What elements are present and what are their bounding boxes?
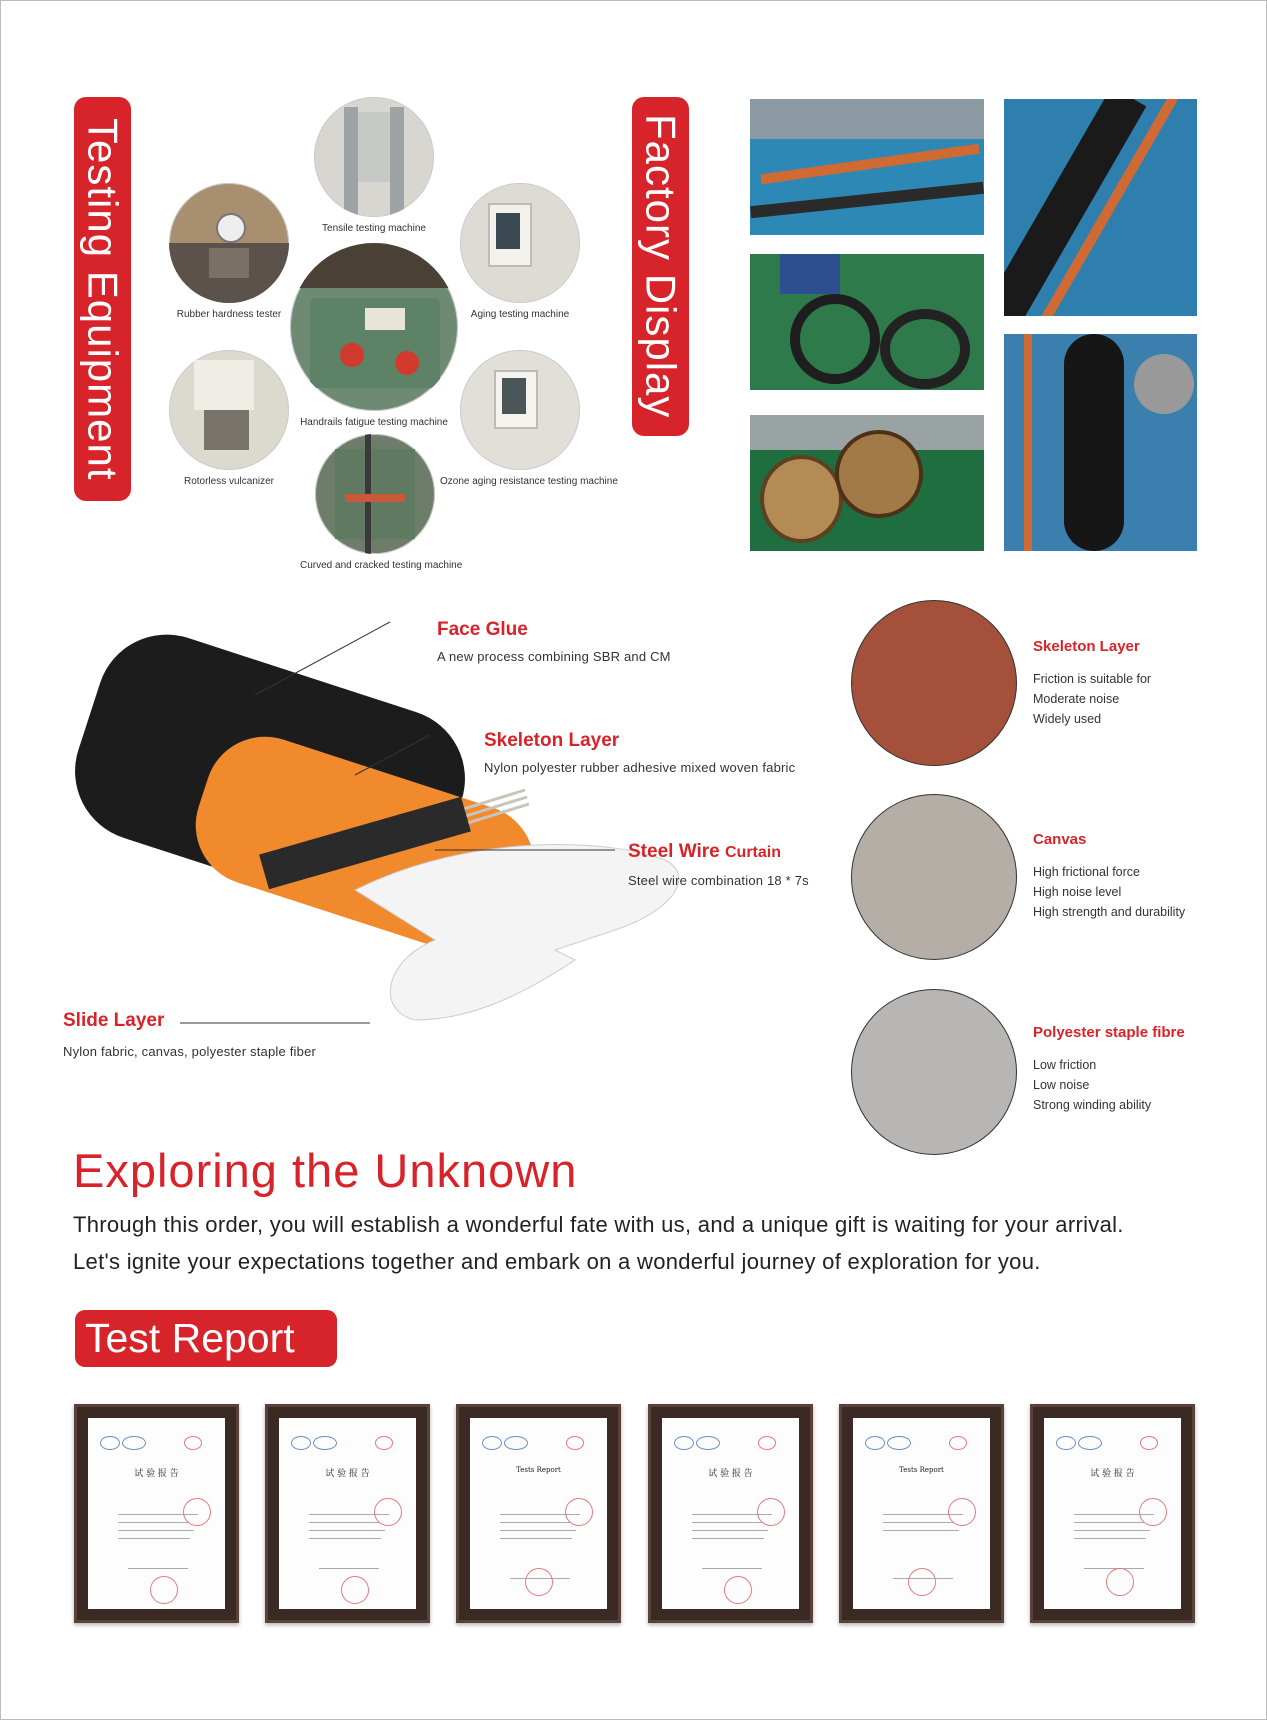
exploring-headline: Exploring the Unknown — [73, 1144, 578, 1197]
material-line: Low noise — [1033, 1078, 1090, 1092]
skeleton-material-text — [1033, 638, 1151, 729]
slide-layer-desc: Nylon fabric, canvas, polyester staple fiber — [63, 1044, 317, 1059]
handrails-fatigue-caption: Handrails fatigue testing machine — [300, 417, 448, 428]
certificate-frame — [1030, 1404, 1195, 1623]
rotorless-caption: Rotorless vulcanizer — [183, 476, 275, 487]
material-title: Skeleton Layer — [1033, 638, 1140, 655]
polyester-material-text — [1033, 1024, 1185, 1115]
factory-display-tag — [632, 97, 689, 436]
testing-equipment-tag — [74, 97, 131, 501]
material-line: Moderate noise — [1033, 692, 1120, 706]
face-glue-title: Face Glue — [437, 619, 528, 640]
certificate-frame — [648, 1404, 813, 1623]
face-glue-desc: A new process combining SBR and CM — [437, 649, 671, 664]
skeleton-desc: Nylon polyester rubber adhesive mixed woven fabric — [484, 760, 796, 775]
rotorless-photo — [169, 350, 289, 470]
rubber-hardness-caption: Rubber hardness tester — [176, 309, 282, 320]
factory-photo-4 — [750, 415, 984, 551]
material-line: Strong winding ability — [1033, 1098, 1152, 1112]
certificate-frame — [456, 1404, 621, 1623]
ozone-photo — [460, 350, 580, 470]
test-report-title: Test Report — [85, 1315, 295, 1361]
skeleton-material-swatch — [851, 600, 1017, 766]
curved-cracked-caption: Curved and cracked testing machine — [300, 560, 463, 571]
canvas-material-text — [1033, 831, 1185, 922]
exploring-line-1: Through this order, you will establish a wonderful fate with us, and a unique gift is waiting for your arrival. — [73, 1212, 1124, 1237]
equipment-handrails-fatigue — [290, 243, 458, 428]
equipment-ozone — [440, 350, 618, 487]
ozone-caption: Ozone aging resistance testing machine — [440, 476, 618, 487]
steel-wire-label — [628, 841, 809, 888]
slide-layer-label — [63, 1010, 316, 1059]
material-line: Low friction — [1033, 1058, 1097, 1072]
slide-layer-title: Slide Layer — [63, 1010, 165, 1031]
curved-cracked-photo — [315, 434, 435, 554]
certificate-title: 试 验 报 告 — [1090, 1469, 1135, 1479]
certificate-title: 试 验 报 告 — [325, 1469, 370, 1479]
handrails-fatigue-photo — [290, 243, 458, 411]
certificate-title: 试 验 报 告 — [708, 1469, 753, 1479]
certificate-title: Tests Report — [899, 1466, 944, 1474]
exploring-line-2: Let's ignite your expectations together and embark on a wonderful journey of exploration for you. — [73, 1249, 1041, 1274]
material-line: Widely used — [1033, 712, 1102, 726]
tensile-photo — [314, 97, 434, 217]
material-title: Canvas — [1033, 831, 1087, 848]
material-line: High frictional force — [1033, 865, 1140, 879]
face-glue-label — [437, 619, 671, 664]
rubber-hardness-photo — [169, 183, 289, 303]
aging-caption: Aging testing machine — [470, 309, 570, 320]
material-line: High strength and durability — [1033, 905, 1186, 919]
certificate-title: 试 验 报 告 — [134, 1469, 179, 1479]
factory-photo-1 — [750, 99, 984, 235]
equipment-rotorless — [169, 350, 289, 487]
certificate-frame — [839, 1404, 1004, 1623]
factory-photo-3 — [750, 254, 984, 390]
canvas-material-swatch — [851, 794, 1017, 960]
aging-photo — [460, 183, 580, 303]
equipment-tensile — [314, 97, 434, 234]
steel-wire-desc: Steel wire combination 18 * 7s — [628, 873, 809, 888]
factory-display-title: Factory Display — [637, 114, 685, 419]
test-report-tag — [75, 1310, 337, 1367]
certificate-title: Tests Report — [516, 1466, 561, 1474]
equipment-rubber-hardness — [169, 183, 289, 320]
factory-photo-2 — [1004, 99, 1197, 316]
factory-photo-5 — [1004, 334, 1197, 551]
equipment-curved-cracked — [300, 434, 463, 571]
tensile-caption: Tensile testing machine — [322, 223, 426, 234]
certificate-frame — [74, 1404, 239, 1623]
equipment-aging — [460, 183, 580, 320]
material-line: High noise level — [1033, 885, 1122, 899]
skeleton-title: Skeleton Layer — [484, 730, 620, 751]
polyester-material-swatch — [851, 989, 1017, 1155]
skeleton-label — [484, 730, 795, 775]
certificate-frame — [265, 1404, 430, 1623]
testing-equipment-title: Testing Equipment — [79, 117, 127, 481]
material-line: Friction is suitable for — [1033, 672, 1152, 686]
steel-wire-title: Steel Wire — [628, 841, 720, 862]
material-title: Polyester staple fibre — [1033, 1024, 1185, 1041]
steel-wire-subtitle: Curtain — [724, 844, 781, 861]
